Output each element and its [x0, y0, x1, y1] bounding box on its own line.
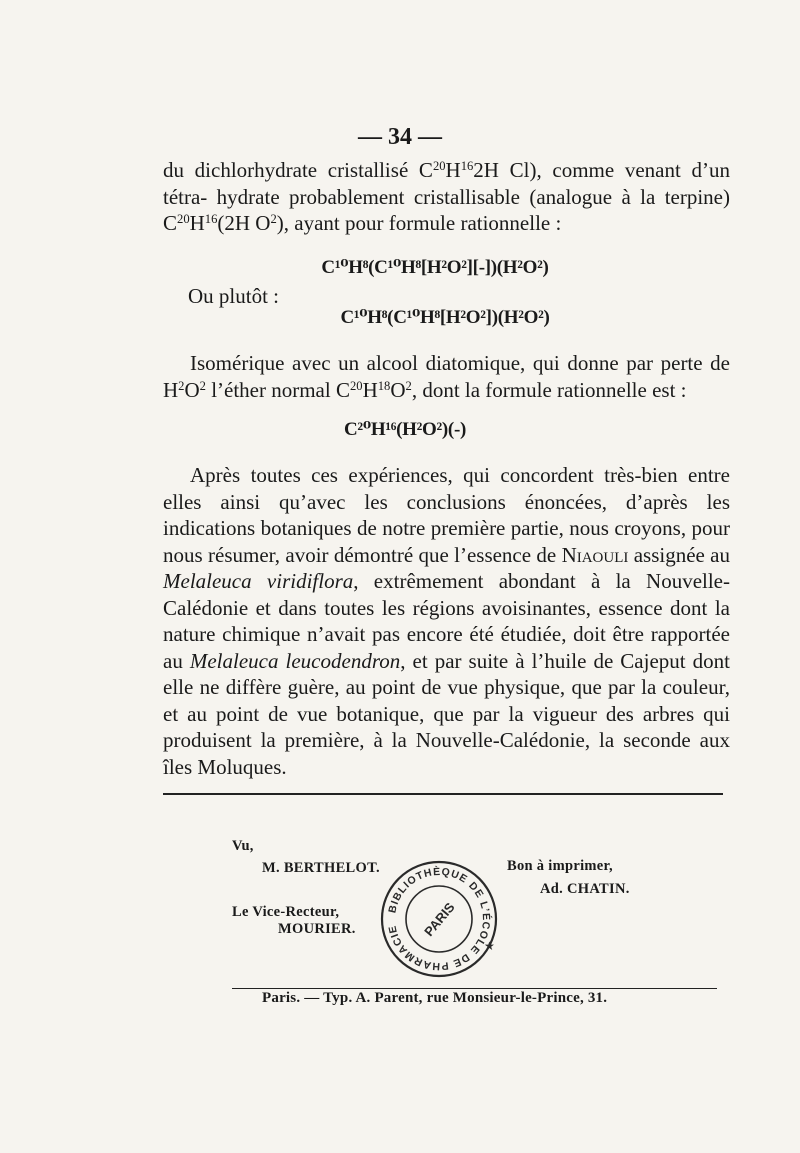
- species-leucodendron: Melaleuca leucodendron: [189, 648, 401, 673]
- species-viridiflora: Melaleuca viridiflora: [163, 569, 354, 593]
- imprint-divider: [232, 988, 717, 989]
- chatin-signature: Ad. CHATIN.: [540, 881, 630, 897]
- ou-plutot-label: Ou plutôt :: [188, 284, 280, 308]
- formula-ether: C²⁰H¹⁶(H²O²)(-): [344, 419, 466, 440]
- paragraph-isomer: Isomérique avec un alcool diatomique, qui donne par perte de $H^2O^2$ l’éther normal $C^{20}H^{18}O^2$, dont la formule rationnelle est :: [163, 351, 730, 402]
- formula-rational: C¹⁰H⁸(C¹⁰H⁸[H²O²][-])(H²O²): [321, 257, 549, 278]
- bon-a-imprimer-label: Bon à imprimer,: [507, 858, 613, 874]
- vu-label: Vu,: [232, 838, 254, 854]
- paragraph-conclusion: Après toutes ces expériences, qui concordent très-bien entre elles ainsi qu’avec les conclusions énoncées, d’après les indications botaniques de notre première partie, nous croyons, pour nous résumer, avoir démontré que l’essence de Niaouli assignée au Melaleuca viridiflora, extrêmement abondant à la Nouvelle-Calédonie et dans toutes les régions avoisinantes, essence dont la nature chimique n’avait pas encore été étudiée, doit être rapportée au Melaleuca leucodendron, et par suite à l’huile de Cajeput dont elle ne diffère guère, au point de vue physique, que par la couleur, et au point de vue botanique, que par la vigueur des arbres qui produisent la première, à la Nouvelle-Calédonie, la seconde aux îles Moluques.: [163, 463, 731, 779]
- printer-imprint: Paris. — Typ. A. Parent, rue Monsieur-le-Prince, 31.: [262, 990, 608, 1006]
- berthelot-signature: M. BERTHELOT.: [262, 860, 380, 876]
- mourier-signature: MOURIER.: [278, 921, 356, 937]
- paragraph-intro: du dichlorhydrate cristallisé $C^{20}H^{16}2H$ Cl), comme venant d’un tétra- hydrate probablement cristallisable (analogue à la terpine) $C^{20}H^{16}(2H$ $O^2$), ayant pour formule rationnelle :: [163, 158, 731, 235]
- library-stamp: [378, 858, 500, 980]
- niaouli-term: Niaouli: [561, 542, 629, 567]
- page-number: — 34 —: [358, 124, 442, 150]
- stamp-star-icon: ★: [484, 939, 495, 953]
- stamp-outer-text: BIBLIOTHÈQUE DE L’ÉCOLE DE PHARMACIE: [386, 865, 493, 973]
- stamp-center-text: PARIS: [421, 899, 458, 939]
- section-divider: [163, 793, 723, 795]
- vice-recteur-label: Le Vice-Recteur,: [232, 904, 340, 920]
- formula-alternative: C¹⁰H⁸(C¹⁰H⁸[H²O²])(H²O²): [340, 307, 550, 328]
